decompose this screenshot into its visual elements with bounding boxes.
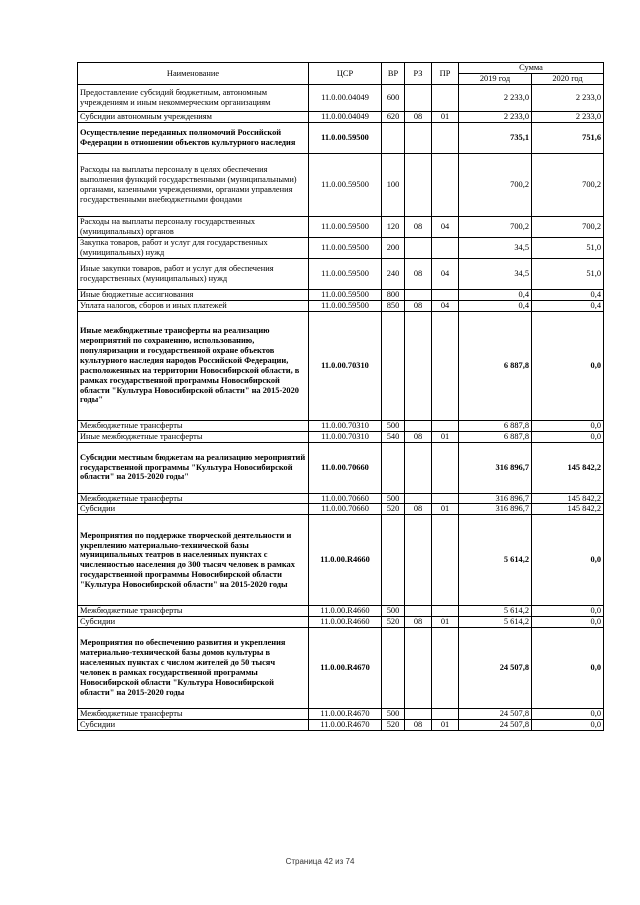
row-rz-cell: 08 [405, 300, 432, 311]
row-pr-cell: 01 [432, 617, 459, 628]
row-vr-cell: 200 [382, 237, 405, 258]
row-2020-cell: 0,0 [532, 420, 604, 431]
row-rz-cell [405, 709, 432, 720]
row-csr-cell: 11.0.00.04049 [309, 112, 382, 123]
row-2020-cell: 51,0 [532, 258, 604, 289]
row-csr-cell: 11.0.00.59500 [309, 122, 382, 153]
row-name-cell: Иные бюджетные ассигнования [78, 289, 309, 300]
row-rz-cell: 08 [405, 112, 432, 123]
row-vr-cell: 500 [382, 420, 405, 431]
row-pr-cell: 04 [432, 216, 459, 237]
row-name-cell: Межбюджетные трансферты [78, 709, 309, 720]
row-name-cell: Субсидии [78, 504, 309, 515]
row-csr-cell: 11.0.00.70660 [309, 442, 382, 493]
table-row [78, 300, 604, 311]
row-2020-cell: 0,0 [532, 709, 604, 720]
row-vr-cell: 520 [382, 504, 405, 515]
row-2020-cell: 2 233,0 [532, 112, 604, 123]
row-rz-cell [405, 85, 432, 112]
table-row [78, 720, 604, 731]
row-2019-cell: 5 614,2 [459, 606, 532, 617]
row-2019-cell: 24 507,8 [459, 720, 532, 731]
row-csr-cell: 11.0.00.04049 [309, 85, 382, 112]
row-csr-cell: 11.0.00.R4670 [309, 720, 382, 731]
table-row [78, 85, 604, 112]
row-csr-cell: 11.0.00.59500 [309, 258, 382, 289]
row-vr-cell [382, 442, 405, 493]
row-rz-cell [405, 289, 432, 300]
row-csr-cell: 11.0.00.70660 [309, 493, 382, 504]
row-name-cell: Уплата налогов, сборов и иных платежей [78, 300, 309, 311]
table-row [78, 216, 604, 237]
row-rz-cell: 08 [405, 617, 432, 628]
row-pr-cell [432, 153, 459, 216]
row-csr-cell: 11.0.00.R4660 [309, 606, 382, 617]
row-2019-cell: 700,2 [459, 153, 532, 216]
header-sum: Сумма [459, 63, 604, 74]
row-rz-cell: 08 [405, 216, 432, 237]
row-csr-cell: 11.0.00.59500 [309, 289, 382, 300]
row-2020-cell: 0,0 [532, 628, 604, 709]
header-2019: 2019 год [459, 74, 532, 85]
row-csr-cell: 11.0.00.59500 [309, 237, 382, 258]
row-pr-cell [432, 237, 459, 258]
row-name-cell: Предоставление субсидий бюджетным, автономным учреждениям и иным некоммерческим организациям [78, 85, 309, 112]
table-row-section [78, 515, 604, 606]
row-rz-cell [405, 606, 432, 617]
row-name-cell: Расходы на выплаты персоналу в целях обеспечения выполнения функций государственными (муниципальными) органами, казенными учреждениями, органами управления государственными внебюджетными фондами [78, 153, 309, 216]
row-2020-cell: 751,6 [532, 122, 604, 153]
row-2020-cell: 700,2 [532, 153, 604, 216]
table-row-section [78, 122, 604, 153]
table-row-section [78, 628, 604, 709]
row-2020-cell: 0,4 [532, 300, 604, 311]
table-row [78, 153, 604, 216]
row-csr-cell: 11.0.00.70310 [309, 420, 382, 431]
row-pr-cell: 01 [432, 431, 459, 442]
row-vr-cell: 620 [382, 112, 405, 123]
row-2020-cell: 51,0 [532, 237, 604, 258]
row-rz-cell [405, 122, 432, 153]
row-2019-cell: 6 887,8 [459, 431, 532, 442]
row-pr-cell [432, 628, 459, 709]
table-row [78, 420, 604, 431]
row-2019-cell: 0,4 [459, 300, 532, 311]
row-2019-cell: 6 887,8 [459, 420, 532, 431]
table-row [78, 606, 604, 617]
row-vr-cell: 850 [382, 300, 405, 311]
row-2020-cell: 0,0 [532, 311, 604, 420]
header-csr: ЦСР [309, 63, 382, 85]
row-vr-cell: 120 [382, 216, 405, 237]
row-vr-cell: 520 [382, 720, 405, 731]
row-pr-cell: 04 [432, 258, 459, 289]
row-vr-cell [382, 122, 405, 153]
row-vr-cell: 540 [382, 431, 405, 442]
table-body [78, 85, 604, 731]
row-pr-cell [432, 289, 459, 300]
row-name-cell: Иные межбюджетные трансферты [78, 431, 309, 442]
row-csr-cell: 11.0.00.59500 [309, 300, 382, 311]
row-2019-cell: 735,1 [459, 122, 532, 153]
row-vr-cell: 100 [382, 153, 405, 216]
row-name-cell: Субсидии [78, 617, 309, 628]
row-2019-cell: 24 507,8 [459, 628, 532, 709]
row-vr-cell: 800 [382, 289, 405, 300]
row-pr-cell: 01 [432, 504, 459, 515]
table-row [78, 258, 604, 289]
row-vr-cell: 240 [382, 258, 405, 289]
row-rz-cell [405, 515, 432, 606]
row-name-cell: Мероприятия по обеспечению развития и укрепления материально-технической базы домов культуры в населенных пунктах с числом жителей до 50 тысяч человек в рамках государственной программы Новосибирской области "Культура Новосибирской области" на 2015-2020 годы [78, 628, 309, 709]
row-rz-cell: 08 [405, 258, 432, 289]
table-row [78, 289, 604, 300]
header-vr: ВР [382, 63, 405, 85]
row-2019-cell: 316 896,7 [459, 504, 532, 515]
row-vr-cell: 500 [382, 606, 405, 617]
row-2020-cell: 0,0 [532, 515, 604, 606]
row-name-cell: Межбюджетные трансферты [78, 420, 309, 431]
row-name-cell: Субсидии автономным учреждениям [78, 112, 309, 123]
row-rz-cell [405, 493, 432, 504]
header-2020: 2020 год [532, 74, 604, 85]
row-rz-cell [405, 442, 432, 493]
table-row [78, 504, 604, 515]
row-pr-cell [432, 442, 459, 493]
table-row-section [78, 311, 604, 420]
row-csr-cell: 11.0.00.70310 [309, 311, 382, 420]
row-vr-cell: 500 [382, 709, 405, 720]
row-2020-cell: 0,0 [532, 720, 604, 731]
budget-table [77, 62, 604, 731]
row-2019-cell: 2 233,0 [459, 112, 532, 123]
row-csr-cell: 11.0.00.R4660 [309, 515, 382, 606]
row-2019-cell: 24 507,8 [459, 709, 532, 720]
row-2020-cell: 0,0 [532, 617, 604, 628]
row-csr-cell: 11.0.00.59500 [309, 153, 382, 216]
row-csr-cell: 11.0.00.R4670 [309, 628, 382, 709]
row-2019-cell: 316 896,7 [459, 442, 532, 493]
table-row [78, 493, 604, 504]
row-name-cell: Межбюджетные трансферты [78, 493, 309, 504]
row-rz-cell [405, 311, 432, 420]
row-name-cell: Закупка товаров, работ и услуг для государственных (муниципальных) нужд [78, 237, 309, 258]
row-name-cell: Иные закупки товаров, работ и услуг для обеспечения государственных (муниципальных) нужд [78, 258, 309, 289]
row-2019-cell: 34,5 [459, 237, 532, 258]
row-2019-cell: 6 887,8 [459, 311, 532, 420]
row-2019-cell: 5 614,2 [459, 515, 532, 606]
row-2020-cell: 0,0 [532, 431, 604, 442]
table-row [78, 112, 604, 123]
row-name-cell: Субсидии местным бюджетам на реализацию мероприятий государственной программы "Культура Новосибирской области" на 2015-2020 годы" [78, 442, 309, 493]
row-2019-cell: 0,4 [459, 289, 532, 300]
row-csr-cell: 11.0.00.59500 [309, 216, 382, 237]
row-csr-cell: 11.0.00.70310 [309, 431, 382, 442]
header-rz: РЗ [405, 63, 432, 85]
row-name-cell: Межбюджетные трансферты [78, 606, 309, 617]
table-row [78, 709, 604, 720]
row-2020-cell: 145 842,2 [532, 504, 604, 515]
table-row [78, 431, 604, 442]
row-pr-cell [432, 122, 459, 153]
row-2020-cell: 145 842,2 [532, 442, 604, 493]
row-name-cell: Субсидии [78, 720, 309, 731]
table-header [78, 63, 604, 85]
row-name-cell: Осуществление переданных полномочий Российской Федерации в отношении объектов культурного наследия [78, 122, 309, 153]
row-2019-cell: 700,2 [459, 216, 532, 237]
row-pr-cell [432, 493, 459, 504]
row-2019-cell: 5 614,2 [459, 617, 532, 628]
row-pr-cell [432, 606, 459, 617]
row-vr-cell [382, 515, 405, 606]
table-row-section [78, 442, 604, 493]
header-name: Наименование [78, 63, 309, 85]
row-pr-cell [432, 709, 459, 720]
row-name-cell: Мероприятия по поддержке творческой деятельности и укреплению материально-технической базы муниципальных театров в населенных пунктах с численностью населения до 300 тысяч человек в рамках государственной программы Новосибирской области "Культура Новосибирской области" на 2015-2020 годы [78, 515, 309, 606]
row-name-cell: Иные межбюджетные трансферты на реализацию мероприятий по сохранению, использованию, популяризации и государственной охране объектов культурного наследия народов Российской Федерации, расположенных на территории Новосибирской области, в рамках государственной программы Новосибирской области "Культура Новосибирской области" на 2015-2020 годы" [78, 311, 309, 420]
row-2020-cell: 0,0 [532, 606, 604, 617]
row-pr-cell [432, 85, 459, 112]
row-2019-cell: 316 896,7 [459, 493, 532, 504]
row-csr-cell: 11.0.00.R4670 [309, 709, 382, 720]
row-rz-cell [405, 153, 432, 216]
row-csr-cell: 11.0.00.R4660 [309, 617, 382, 628]
page-number: Страница 42 из 74 [285, 857, 355, 866]
row-rz-cell: 08 [405, 504, 432, 515]
row-2020-cell: 0,4 [532, 289, 604, 300]
row-pr-cell: 04 [432, 300, 459, 311]
row-2019-cell: 34,5 [459, 258, 532, 289]
header-pr: ПР [432, 63, 459, 85]
row-2020-cell: 700,2 [532, 216, 604, 237]
row-name-cell: Расходы на выплаты персоналу государственных (муниципальных) органов [78, 216, 309, 237]
row-rz-cell [405, 420, 432, 431]
row-vr-cell [382, 628, 405, 709]
row-vr-cell [382, 311, 405, 420]
row-rz-cell [405, 237, 432, 258]
row-rz-cell [405, 628, 432, 709]
row-csr-cell: 11.0.00.70660 [309, 504, 382, 515]
table-row [78, 617, 604, 628]
row-rz-cell: 08 [405, 720, 432, 731]
row-vr-cell: 600 [382, 85, 405, 112]
row-vr-cell: 520 [382, 617, 405, 628]
table-row [78, 237, 604, 258]
row-pr-cell: 01 [432, 112, 459, 123]
row-rz-cell: 08 [405, 431, 432, 442]
row-pr-cell [432, 311, 459, 420]
row-vr-cell: 500 [382, 493, 405, 504]
row-2019-cell: 2 233,0 [459, 85, 532, 112]
row-2020-cell: 2 233,0 [532, 85, 604, 112]
row-2020-cell: 145 842,2 [532, 493, 604, 504]
row-pr-cell: 01 [432, 720, 459, 731]
row-pr-cell [432, 515, 459, 606]
row-pr-cell [432, 420, 459, 431]
